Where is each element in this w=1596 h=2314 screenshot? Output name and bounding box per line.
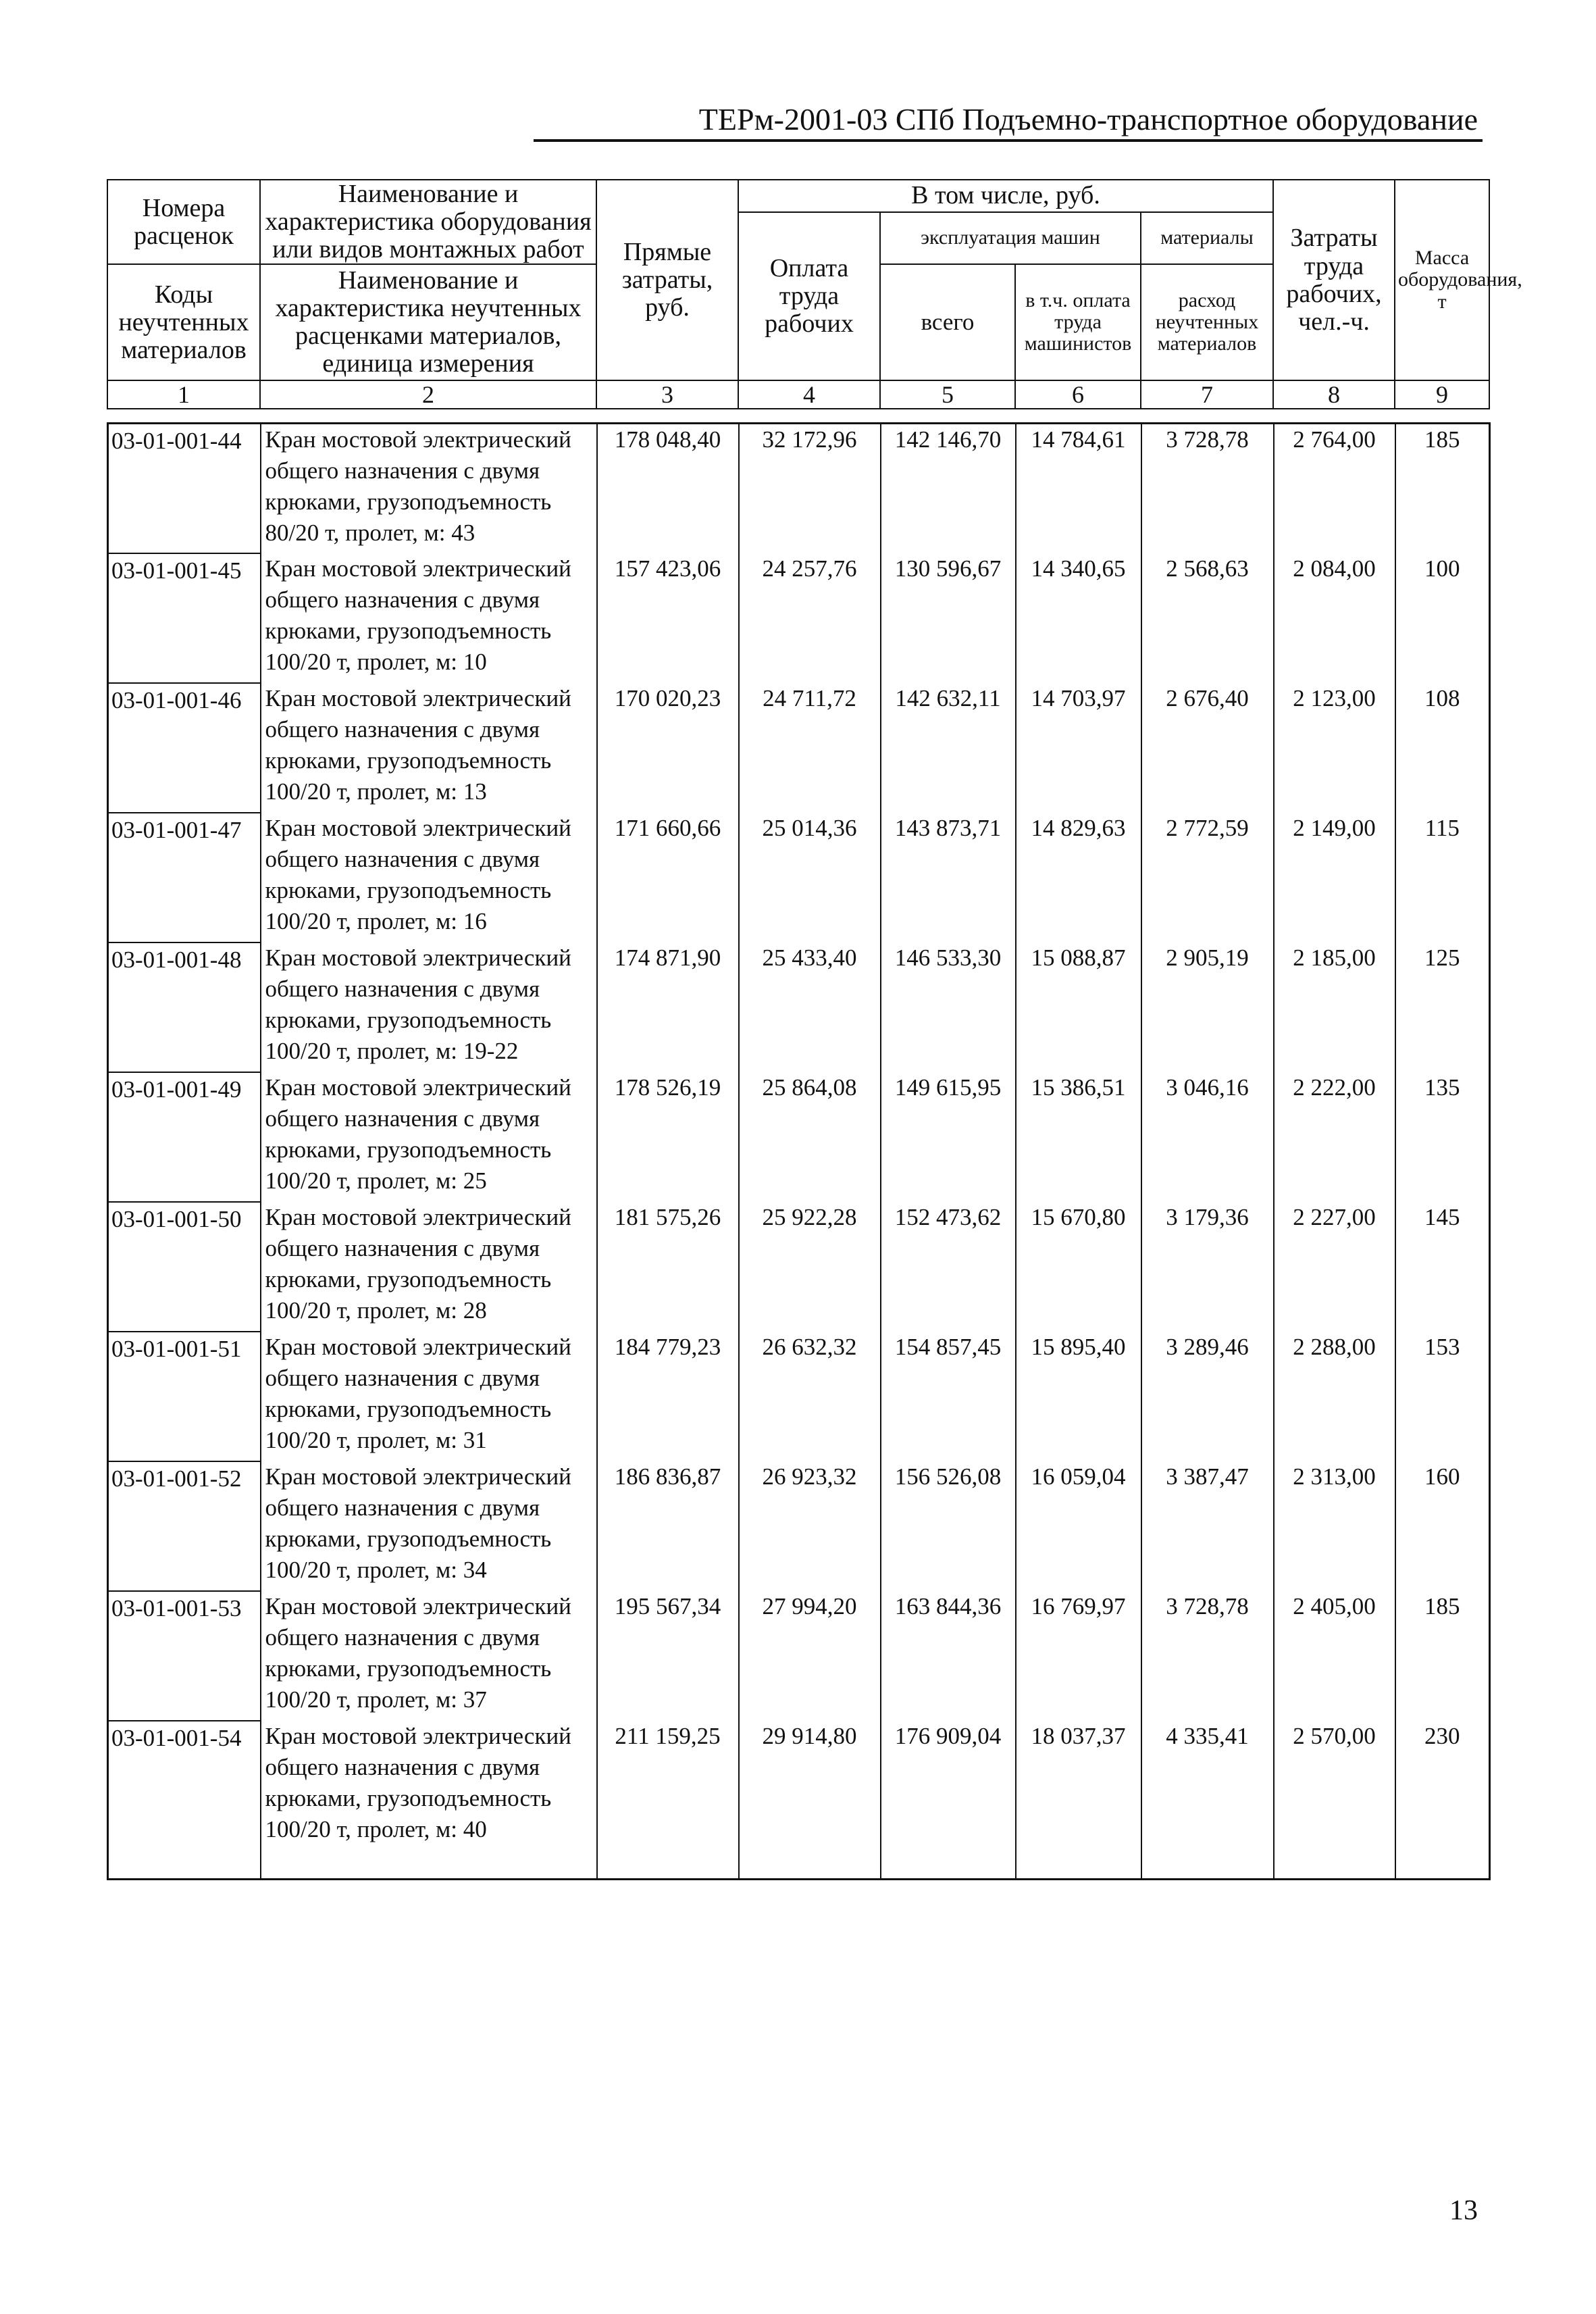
column-number: 6 — [1015, 380, 1141, 409]
header-labor-hours: Затраты труда рабочих, чел.-ч. — [1273, 180, 1395, 380]
rate-code: 03-01-001-52 — [108, 1461, 261, 1591]
work-description: Кран мостовой электрический общего назначения с двумя крюками, грузоподъемность 80/20 т, пролет, м: 43 — [261, 424, 597, 554]
worker-pay-value: 25 433,40 — [739, 942, 881, 1072]
labor-hours-value: 2 084,00 — [1274, 553, 1395, 683]
direct-costs-value: 181 575,26 — [597, 1202, 739, 1332]
column-number: 3 — [596, 380, 738, 409]
machines-total-value: 130 596,67 — [881, 553, 1016, 683]
machinist-pay-value: 15 386,51 — [1016, 1072, 1141, 1202]
rate-code: 03-01-001-54 — [108, 1721, 261, 1880]
work-description: Кран мостовой электрический общего назначения с двумя крюками, грузоподъемность 100/20 т, пролет, м: 16 — [261, 813, 597, 942]
work-description: Кран мостовой электрический общего назначения с двумя крюками, грузоподъемность 100/20 т, пролет, м: 28 — [261, 1202, 597, 1332]
column-number: 2 — [260, 380, 596, 409]
direct-costs-value: 184 779,23 — [597, 1332, 739, 1461]
rate-code: 03-01-001-47 — [108, 813, 261, 942]
work-description: Кран мостовой электрический общего назначения с двумя крюками, грузоподъемность 100/20 т, пролет, м: 37 — [261, 1591, 597, 1721]
rate-code: 03-01-001-53 — [108, 1591, 261, 1721]
work-description: Кран мостовой электрический общего назначения с двумя крюками, грузоподъемность 100/20 т, пролет, м: 34 — [261, 1461, 597, 1591]
table-row — [108, 1461, 1490, 1591]
direct-costs-value: 171 660,66 — [597, 813, 739, 942]
table-row — [108, 1721, 1490, 1880]
materials-value: 2 905,19 — [1141, 942, 1274, 1072]
equipment-mass-value: 153 — [1395, 1332, 1490, 1461]
machines-total-value: 143 873,71 — [881, 813, 1016, 942]
header-name-bottom: Наименование и характеристика неучтенных расценками материалов, единица измерения — [260, 264, 596, 380]
rate-code: 03-01-001-48 — [108, 942, 261, 1072]
direct-costs-value: 157 423,06 — [597, 553, 739, 683]
direct-costs-value: 211 159,25 — [597, 1721, 739, 1880]
machines-total-value: 142 632,11 — [881, 683, 1016, 813]
page-number: 13 — [1449, 2195, 1478, 2226]
machines-total-value: 154 857,45 — [881, 1332, 1016, 1461]
machines-total-value: 149 615,95 — [881, 1072, 1016, 1202]
table-header — [107, 179, 1522, 409]
labor-hours-value: 2 764,00 — [1274, 424, 1395, 554]
materials-value: 2 676,40 — [1141, 683, 1274, 813]
materials-value: 3 728,78 — [1141, 424, 1274, 554]
equipment-mass-value: 108 — [1395, 683, 1490, 813]
machines-total-value: 156 526,08 — [881, 1461, 1016, 1591]
machines-total-value: 146 533,30 — [881, 942, 1016, 1072]
column-number: 9 — [1395, 380, 1489, 409]
header-machines: эксплуатация машин — [880, 212, 1141, 264]
header-direct-costs: Прямые затраты, руб. — [596, 180, 738, 380]
direct-costs-value: 178 526,19 — [597, 1072, 739, 1202]
document-title: ТЕРм-2001-03 СПб Подъемно-транспортное оборудование — [698, 102, 1478, 136]
labor-hours-value: 2 123,00 — [1274, 683, 1395, 813]
header-machines-total: всего — [880, 264, 1015, 380]
work-description: Кран мостовой электрический общего назначения с двумя крюками, грузоподъемность 100/20 т, пролет, м: 19-22 — [261, 942, 597, 1072]
worker-pay-value: 26 632,32 — [739, 1332, 881, 1461]
labor-hours-value: 2 570,00 — [1274, 1721, 1395, 1880]
materials-value: 2 772,59 — [1141, 813, 1274, 942]
worker-pay-value: 24 257,76 — [739, 553, 881, 683]
equipment-mass-value: 100 — [1395, 553, 1490, 683]
direct-costs-value: 174 871,90 — [597, 942, 739, 1072]
machinist-pay-value: 14 784,61 — [1016, 424, 1141, 554]
machinist-pay-value: 18 037,37 — [1016, 1721, 1141, 1880]
equipment-mass-value: 115 — [1395, 813, 1490, 942]
table-row — [108, 424, 1490, 554]
table-row — [108, 683, 1490, 813]
worker-pay-value: 25 864,08 — [739, 1072, 881, 1202]
machinist-pay-value: 14 703,97 — [1016, 683, 1141, 813]
column-number: 7 — [1141, 380, 1273, 409]
column-number: 8 — [1273, 380, 1395, 409]
direct-costs-value: 195 567,34 — [597, 1591, 739, 1721]
worker-pay-value: 27 994,20 — [739, 1591, 881, 1721]
work-description: Кран мостовой электрический общего назначения с двумя крюками, грузоподъемность 100/20 т, пролет, м: 40 — [261, 1721, 597, 1880]
header-codes-top: Номера расценок — [107, 180, 260, 264]
column-number: 5 — [880, 380, 1015, 409]
rate-code: 03-01-001-49 — [108, 1072, 261, 1202]
labor-hours-value: 2 288,00 — [1274, 1332, 1395, 1461]
machinist-pay-value: 14 829,63 — [1016, 813, 1141, 942]
direct-costs-value: 170 020,23 — [597, 683, 739, 813]
labor-hours-value: 2 185,00 — [1274, 942, 1395, 1072]
equipment-mass-value: 185 — [1395, 1591, 1490, 1721]
worker-pay-value: 26 923,32 — [739, 1461, 881, 1591]
machines-total-value: 142 146,70 — [881, 424, 1016, 554]
machinist-pay-value: 15 895,40 — [1016, 1332, 1141, 1461]
labor-hours-value: 2 149,00 — [1274, 813, 1395, 942]
header-group-including: В том числе, руб. — [738, 180, 1273, 212]
equipment-mass-value: 145 — [1395, 1202, 1490, 1332]
worker-pay-value: 24 711,72 — [739, 683, 881, 813]
header-rule — [534, 139, 1483, 142]
rate-code: 03-01-001-44 — [108, 424, 261, 554]
labor-hours-value: 2 405,00 — [1274, 1591, 1395, 1721]
work-description: Кран мостовой электрический общего назначения с двумя крюками, грузоподъемность 100/20 т, пролет, м: 31 — [261, 1332, 597, 1461]
materials-value: 3 728,78 — [1141, 1591, 1274, 1721]
rate-code: 03-01-001-50 — [108, 1202, 261, 1332]
equipment-mass-value: 160 — [1395, 1461, 1490, 1591]
machinist-pay-value: 16 059,04 — [1016, 1461, 1141, 1591]
materials-value: 3 179,36 — [1141, 1202, 1274, 1332]
header-unaccounted-materials: расход неучтенных материалов — [1141, 264, 1273, 380]
rate-code: 03-01-001-46 — [108, 683, 261, 813]
equipment-mass-value: 185 — [1395, 424, 1490, 554]
equipment-mass-value: 230 — [1395, 1721, 1490, 1880]
machinist-pay-value: 16 769,97 — [1016, 1591, 1141, 1721]
machines-total-value: 176 909,04 — [881, 1721, 1016, 1880]
work-description: Кран мостовой электрический общего назначения с двумя крюками, грузоподъемность 100/20 т, пролет, м: 10 — [261, 553, 597, 683]
header-name-top: Наименование и характеристика оборудования или видов монтажных работ — [260, 180, 596, 264]
machinist-pay-value: 14 340,65 — [1016, 553, 1141, 683]
worker-pay-value: 32 172,96 — [739, 424, 881, 554]
table-row — [108, 942, 1490, 1072]
materials-value: 4 335,41 — [1141, 1721, 1274, 1880]
machines-total-value: 163 844,36 — [881, 1591, 1016, 1721]
table-row — [108, 553, 1490, 683]
rate-code: 03-01-001-51 — [108, 1332, 261, 1461]
labor-hours-value: 2 227,00 — [1274, 1202, 1395, 1332]
worker-pay-value: 29 914,80 — [739, 1721, 881, 1880]
column-number: 4 — [738, 380, 880, 409]
materials-value: 2 568,63 — [1141, 553, 1274, 683]
header-equipment-mass: Масса оборудования, т — [1395, 180, 1489, 380]
direct-costs-value: 186 836,87 — [597, 1461, 739, 1591]
materials-value: 3 046,16 — [1141, 1072, 1274, 1202]
worker-pay-value: 25 014,36 — [739, 813, 881, 942]
header-materials: материалы — [1141, 212, 1273, 264]
column-number: 1 — [107, 380, 260, 409]
rates-table — [107, 422, 1491, 1880]
equipment-mass-value: 125 — [1395, 942, 1490, 1072]
header-machinist-pay: в т.ч. оплата труда машинистов — [1015, 264, 1141, 380]
table-row — [108, 1332, 1490, 1461]
materials-value: 3 387,47 — [1141, 1461, 1274, 1591]
rate-code: 03-01-001-45 — [108, 553, 261, 683]
table-row — [108, 1202, 1490, 1332]
machinist-pay-value: 15 088,87 — [1016, 942, 1141, 1072]
table-row — [108, 813, 1490, 942]
worker-pay-value: 25 922,28 — [739, 1202, 881, 1332]
table-row — [108, 1072, 1490, 1202]
header-codes-bottom: Коды неучтенных материалов — [107, 264, 260, 380]
work-description: Кран мостовой электрический общего назначения с двумя крюками, грузоподъемность 100/20 т, пролет, м: 25 — [261, 1072, 597, 1202]
machines-total-value: 152 473,62 — [881, 1202, 1016, 1332]
direct-costs-value: 178 048,40 — [597, 424, 739, 554]
header-worker-pay: Оплата труда рабочих — [738, 212, 880, 380]
labor-hours-value: 2 313,00 — [1274, 1461, 1395, 1591]
labor-hours-value: 2 222,00 — [1274, 1072, 1395, 1202]
equipment-mass-value: 135 — [1395, 1072, 1490, 1202]
materials-value: 3 289,46 — [1141, 1332, 1274, 1461]
table-row — [108, 1591, 1490, 1721]
machinist-pay-value: 15 670,80 — [1016, 1202, 1141, 1332]
work-description: Кран мостовой электрический общего назначения с двумя крюками, грузоподъемность 100/20 т, пролет, м: 13 — [261, 683, 597, 813]
